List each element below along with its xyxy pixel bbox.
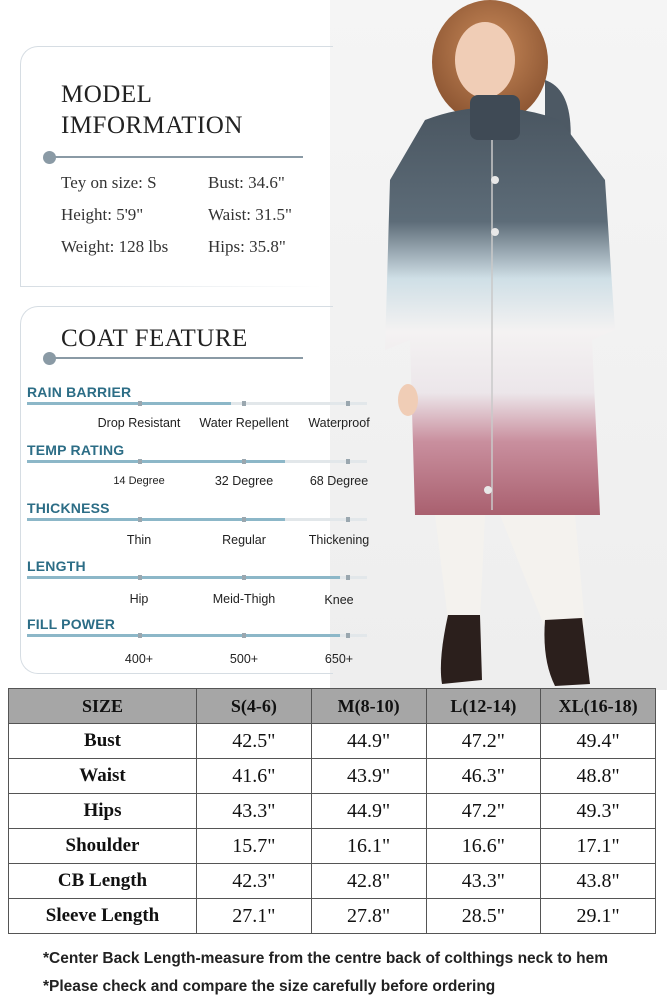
model-weight: Weight: 128 lbs: [61, 237, 169, 256]
size-chart-table: [8, 688, 656, 934]
feature-option: Hip: [129, 592, 149, 606]
table-cell: 41.6": [197, 759, 312, 794]
coat-feature-title: COAT FEATURE: [61, 325, 248, 352]
table-row: [9, 864, 656, 899]
table-cell: 49.3": [541, 794, 656, 829]
divider-line: [51, 357, 303, 359]
feature-level-track: [27, 634, 367, 637]
level-tick: [346, 517, 350, 522]
feature-label: LENGTH: [27, 558, 86, 574]
feature-level-fill: [27, 402, 231, 405]
model-info-title-line1: MODEL: [61, 81, 153, 108]
table-cell: 49.4": [541, 724, 656, 759]
feature-level-fill: [27, 518, 285, 521]
table-row: [9, 899, 656, 934]
model-try-on-size: Tey on size: S: [61, 173, 157, 192]
feature-level-track: [27, 518, 367, 521]
feature-level-track: [27, 460, 367, 463]
table-cell: 27.8": [311, 899, 426, 934]
table-cell: 16.6": [426, 829, 541, 864]
level-tick: [346, 459, 350, 464]
feature-label: FILL POWER: [27, 616, 116, 632]
table-row: [9, 724, 656, 759]
table-cell: 47.2": [426, 724, 541, 759]
table-row: [9, 794, 656, 829]
column-header: S(4-6): [197, 689, 312, 724]
feature-option: 32 Degree: [214, 474, 274, 488]
column-header: M(8-10): [311, 689, 426, 724]
table-cell: 28.5": [426, 899, 541, 934]
level-tick: [138, 517, 142, 522]
column-header: XL(16-18): [541, 689, 656, 724]
feature-option: Meid-Thigh: [212, 592, 276, 606]
feature-level-track: [27, 576, 367, 579]
feature-option: Thickening: [308, 533, 370, 547]
table-cell: 46.3": [426, 759, 541, 794]
table-cell: 47.2": [426, 794, 541, 829]
column-header: L(12-14): [426, 689, 541, 724]
feature-option: Water Repellent: [199, 416, 289, 430]
model-waist: Waist: 31.5": [208, 205, 292, 224]
footnote-check-size: *Please check and compare the size carefully before ordering: [43, 978, 496, 995]
feature-level-fill: [27, 634, 340, 637]
level-tick: [138, 459, 142, 464]
product-photo: [330, 0, 667, 690]
level-tick: [346, 401, 350, 406]
table-row: [9, 829, 656, 864]
feature-option: Waterproof: [308, 416, 370, 430]
feature-option: 400+: [124, 652, 154, 666]
model-hips: Hips: 35.8": [208, 237, 286, 256]
table-cell: 44.9": [311, 724, 426, 759]
feature-label: THICKNESS: [27, 500, 110, 516]
feature-option: Knee: [324, 593, 354, 607]
table-cell: 43.3": [426, 864, 541, 899]
table-cell: 27.1": [197, 899, 312, 934]
feature-option: Regular: [222, 533, 266, 547]
feature-option: 650+: [324, 652, 354, 666]
divider-line: [51, 156, 303, 158]
table-cell: 16.1": [311, 829, 426, 864]
table-cell: 43.3": [197, 794, 312, 829]
row-header: Sleeve Length: [9, 899, 197, 934]
footnote-cb-length: *Center Back Length-measure from the centre back of colthings neck to hem: [43, 950, 609, 967]
feature-label: TEMP RATING: [27, 442, 125, 458]
level-tick: [242, 401, 246, 406]
feature-label: RAIN BARRIER: [27, 384, 132, 400]
table-header-row: [9, 689, 656, 724]
feature-option: 14 Degree: [113, 475, 165, 487]
table-row: [9, 759, 656, 794]
model-bust: Bust: 34.6": [208, 173, 285, 192]
table-cell: 42.5": [197, 724, 312, 759]
table-cell: 15.7": [197, 829, 312, 864]
level-tick: [346, 575, 350, 580]
feature-option: 68 Degree: [309, 474, 369, 488]
row-header: CB Length: [9, 864, 197, 899]
model-info-title-line2: IMFORMATION: [61, 112, 243, 139]
level-tick: [138, 633, 142, 638]
level-tick: [138, 575, 142, 580]
feature-level-fill: [27, 576, 340, 579]
table-cell: 44.9": [311, 794, 426, 829]
model-illustration: [330, 0, 667, 690]
table-cell: 43.8": [541, 864, 656, 899]
feature-option: 500+: [229, 652, 259, 666]
level-tick: [242, 517, 246, 522]
column-header: SIZE: [9, 689, 197, 724]
level-tick: [242, 459, 246, 464]
feature-option: Thin: [126, 533, 152, 547]
model-height: Height: 5'9": [61, 205, 144, 224]
table-cell: 42.3": [197, 864, 312, 899]
row-header: Shoulder: [9, 829, 197, 864]
table-cell: 42.8": [311, 864, 426, 899]
feature-option: Drop Resistant: [97, 416, 181, 430]
model-information-card: [20, 46, 333, 287]
level-tick: [138, 401, 142, 406]
table-cell: 17.1": [541, 829, 656, 864]
level-tick: [346, 633, 350, 638]
row-header: Bust: [9, 724, 197, 759]
row-header: Waist: [9, 759, 197, 794]
table-cell: 48.8": [541, 759, 656, 794]
table-cell: 29.1": [541, 899, 656, 934]
table-cell: 43.9": [311, 759, 426, 794]
row-header: Hips: [9, 794, 197, 829]
level-tick: [242, 575, 246, 580]
feature-level-track: [27, 402, 367, 405]
feature-level-fill: [27, 460, 285, 463]
level-tick: [242, 633, 246, 638]
